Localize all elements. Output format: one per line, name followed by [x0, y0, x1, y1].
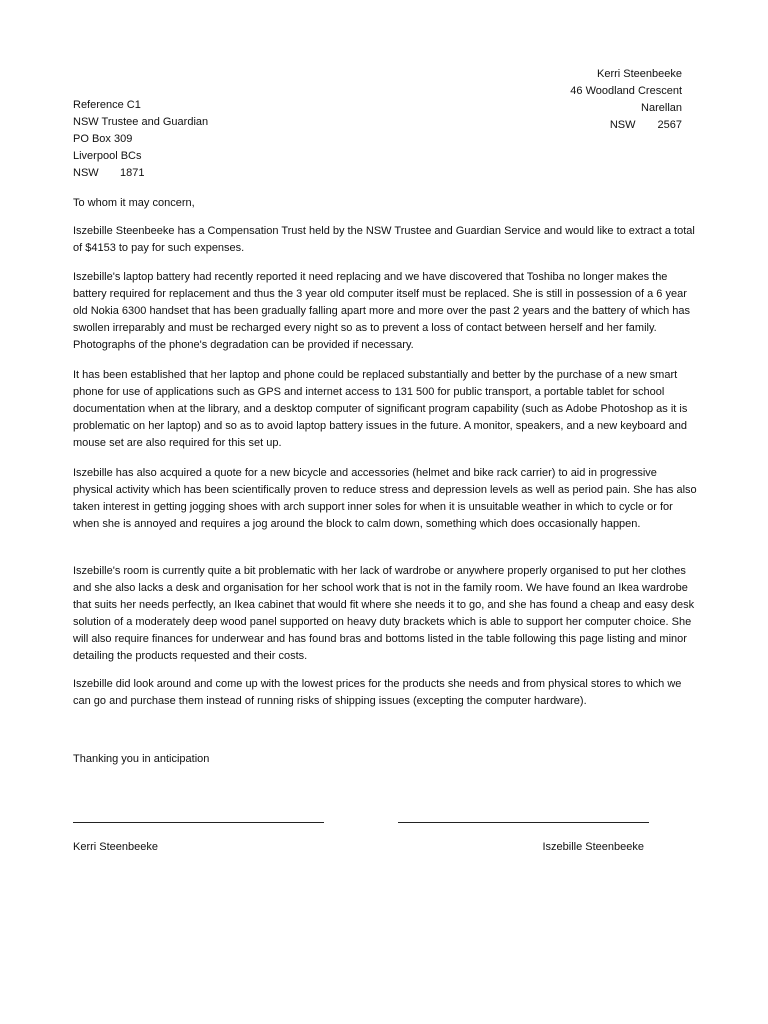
reference-line: Reference C1: [73, 99, 141, 111]
signature-name-left: Kerri Steenbeeke: [73, 841, 158, 853]
paragraph-prices: Iszebille did look around and come up with the lowest prices for the products she needs and from physical stores to which we can go and purchase them instead of running risks of shipping issues (excepting the computer hardware).: [73, 678, 682, 707]
sender-suburb: Narellan: [641, 102, 682, 114]
signature-name-right: Iszebille Steenbeeke: [542, 841, 644, 853]
recipient-postcode: 1871: [120, 167, 145, 179]
paragraph-bicycle: Iszebille has also acquired a quote for a new bicycle and accessories (helmet and bike rack carrier) to aid in progressive physical activity which has been scientifically proven to reduce stress and depression levels as well as period pain. She has also taken interest in getting jogging shoes with arch support inner soles for when it is unsuitable weather in which to cycle or for when she is annoyed and requires a jog around the block to calm down, something which does occasionally happen.: [73, 467, 697, 530]
recipient-state-postcode: [73, 165, 208, 182]
sender-name: Kerri Steenbeeke: [597, 68, 682, 80]
closing: Thanking you in anticipation: [73, 753, 210, 765]
signature-line-right: [398, 822, 649, 823]
paragraph-replacement: It has been established that her laptop and phone could be replaced substantially and better by the purchase of a new smart phone for use of applications such as GPS and internet access to 131 500 for public transport, a portable tablet for school documentation when at the library, and a desktop computer of significant program capability (such as Adobe Photoshop as it is problematic on her laptop) and so as to avoid laptop battery issues in the future. A monitor, speakers, and a new keyboard and mouse set are also required for this set up.: [73, 369, 688, 449]
recipient-address: [73, 97, 208, 182]
sender-postcode: 2567: [657, 119, 682, 131]
sender-street: 46 Woodland Crescent: [570, 85, 682, 97]
paragraph-room: Iszebille's room is currently quite a bit problematic with her lack of wardrobe or anywhere properly organised to put her clothes and she also lacks a desk and organisation for her school work that is not in the family room. We have found an Ikea wardrobe that suits her needs perfectly, an Ikea cabinet that would fit where she needs it to go, and she has found a cheap and easy desk solution of a moderately deep wood panel supported on heavy duty brackets which is able to support her computer choice. She will also require finances for underwear and has found bras and bottoms listed in the table following this page listing and minor detailing the products requested and their costs.: [73, 565, 695, 662]
recipient-state: NSW: [73, 167, 99, 179]
paragraph-trust: Iszebille Steenbeeke has a Compensation Trust held by the NSW Trustee and Guardian Service and would like to extract a total of $4153 to pay for such expenses.: [73, 225, 695, 254]
signature-line-left: [73, 822, 324, 823]
paragraph-laptop-phone: Iszebille's laptop battery had recently reported it need replacing and we have discovered that Toshiba no longer makes the battery required for replacement and thus the 3 year old computer itself must be replaced. She is still in possession of a 6 year old Nokia 6300 handset that has been gradually falling apart more and more over the past 2 years and the battery of which has swollen irreparably and must be recharged every night so as to prevent a loss of contact between herself and her family. Photographs of the phone's degradation can be provided if necessary.: [73, 271, 690, 351]
sender-state-postcode: [570, 117, 682, 134]
sender-state: NSW: [609, 119, 636, 131]
recipient-po-box: PO Box 309: [73, 133, 133, 145]
recipient-suburb: Liverpool BCs: [73, 150, 142, 162]
recipient-organisation: NSW Trustee and Guardian: [73, 116, 209, 128]
salutation: To whom it may concern,: [73, 197, 195, 209]
sender-address: [570, 66, 682, 134]
